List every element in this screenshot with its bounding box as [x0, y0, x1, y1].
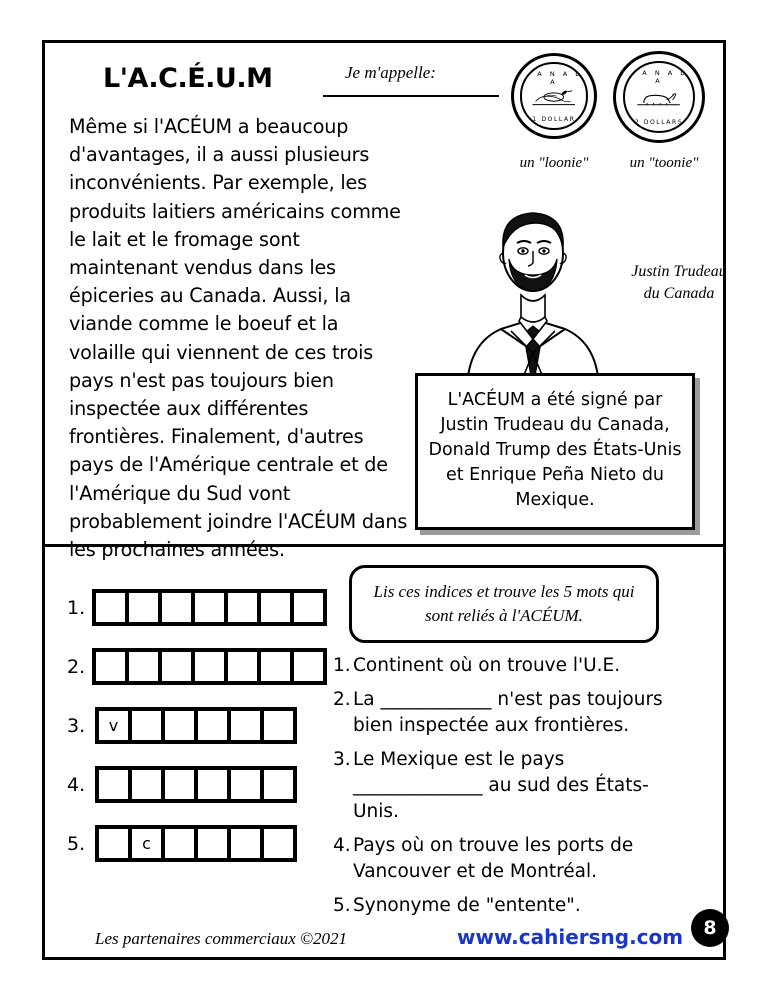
puzzle-row	[67, 648, 327, 685]
loonie-caption: un "loonie"	[519, 155, 589, 171]
puzzle-grid	[67, 589, 327, 884]
justin-trudeau-portrait	[449, 191, 621, 387]
puzzle-cell[interactable]	[99, 770, 132, 799]
list-item	[333, 893, 689, 919]
activity-section	[45, 547, 723, 957]
puzzle-cell[interactable]	[195, 593, 228, 622]
puzzle-row	[67, 589, 327, 626]
puzzle-row-boxes[interactable]	[95, 825, 297, 862]
puzzle-cell[interactable]	[162, 652, 195, 681]
puzzle-row-number: 4.	[67, 773, 86, 796]
puzzle-cell[interactable]	[129, 652, 162, 681]
loonie-coin-top-text: C A N A D A	[524, 70, 584, 87]
clue-number: 2.	[333, 689, 351, 710]
puzzle-cell[interactable]	[96, 593, 129, 622]
clue-text: Synonyme de "entente".	[353, 895, 581, 916]
clue-text: Continent où on trouve l'U.E.	[353, 655, 621, 676]
clues-list	[333, 653, 689, 927]
loonie-coin-inner	[520, 62, 587, 129]
puzzle-cell[interactable]	[129, 593, 162, 622]
puzzle-row-boxes[interactable]	[95, 707, 297, 744]
puzzle-cell[interactable]	[132, 770, 165, 799]
clue-text: La ____________ n'est pas toujours bien inspectée aux frontières.	[353, 689, 663, 736]
page-title: L'A.C.É.U.M	[103, 63, 273, 94]
puzzle-row-boxes[interactable]	[92, 589, 327, 626]
top-section	[45, 43, 727, 562]
puzzle-cell[interactable]	[96, 652, 129, 681]
puzzle-cell[interactable]	[231, 829, 264, 858]
puzzle-cell[interactable]	[231, 770, 264, 799]
puzzle-cell[interactable]	[261, 593, 294, 622]
puzzle-cell[interactable]	[264, 770, 293, 799]
worksheet-page	[42, 40, 726, 960]
puzzle-cell[interactable]	[264, 711, 293, 740]
footer-copyright: Les partenaires commerciaux ©2021	[95, 929, 347, 948]
puzzle-cell[interactable]	[195, 652, 228, 681]
puzzle-row-boxes[interactable]	[92, 648, 327, 685]
puzzle-cell[interactable]	[228, 652, 261, 681]
toonie-coin-bottom-text: 2 DOLLARS	[634, 119, 684, 127]
clue-number: 4.	[333, 835, 351, 856]
toonie-coin-inner	[623, 61, 695, 133]
toonie-caption: un "toonie"	[629, 155, 699, 171]
puzzle-cell[interactable]	[294, 652, 323, 681]
footer-website-link[interactable]: www.cahiersng.com	[457, 925, 684, 949]
toonie-coin	[613, 51, 705, 143]
puzzle-cell[interactable]	[198, 770, 231, 799]
loonie-coin	[511, 53, 597, 139]
polar-bear-icon	[634, 83, 683, 112]
list-item	[333, 833, 689, 885]
clue-number: 5.	[333, 895, 351, 916]
puzzle-row	[67, 825, 327, 862]
puzzle-row-number: 3.	[67, 714, 86, 737]
loonie-coin-bottom-text: 1 DOLLAR	[532, 115, 576, 123]
list-item	[333, 653, 689, 679]
clue-number: 3.	[333, 749, 351, 770]
puzzle-row-boxes[interactable]	[95, 766, 297, 803]
puzzle-cell[interactable]	[198, 711, 231, 740]
puzzle-cell[interactable]	[198, 829, 231, 858]
puzzle-cell[interactable]	[264, 829, 293, 858]
puzzle-cell[interactable]	[228, 593, 261, 622]
puzzle-row	[67, 707, 327, 744]
portrait-caption: Justin Trudeau du Canada	[631, 263, 727, 302]
instruction-box: Lis ces indices et trouve les 5 mots qui sont reliés à l'ACÉUM.	[349, 565, 659, 643]
puzzle-cell[interactable]	[162, 593, 195, 622]
clue-text: Pays où on trouve les ports de Vancouver et de Montréal.	[353, 835, 634, 882]
puzzle-row-number: 5.	[67, 832, 86, 855]
puzzle-cell[interactable]	[165, 829, 198, 858]
loon-bird-icon	[531, 83, 577, 110]
puzzle-cell[interactable]	[132, 711, 165, 740]
list-item	[333, 687, 689, 739]
clue-number: 1.	[333, 655, 351, 676]
puzzle-cell[interactable]	[261, 652, 294, 681]
puzzle-row-number: 2.	[67, 655, 86, 678]
clue-text: Le Mexique est le pays ______________ au sud des États-Unis.	[353, 749, 649, 822]
puzzle-cell[interactable]	[165, 770, 198, 799]
body-paragraph: Même si l'ACÉUM a beaucoup d'avantages, il a aussi plusieurs inconvénients. Par exemple, les produits laitiers américains comme le lait et le fromage sont maintenant vendus dans les épiceries au Canada. Aussi, la viande comme le boeuf et la volaille qui viennent de ces trois pays n'est pas toujours bien inspectée aux différentes frontières. Finalement, d'autres pays de l'Amérique centrale et de l'Amérique du Sud vont probablement joindre l'ACÉUM dans les prochaines années.	[69, 115, 408, 562]
puzzle-cell[interactable]	[294, 593, 323, 622]
signed-info-box: L'ACÉUM a été signé par Justin Trudeau du Canada, Donald Trump des États-Unis et Enrique Peña Nieto du Mexique.	[415, 373, 695, 530]
list-item	[333, 747, 689, 825]
toonie-coin-top-text: C A N A D A	[629, 68, 689, 85]
puzzle-cell[interactable]	[99, 829, 132, 858]
page-number-badge: 8	[691, 909, 729, 947]
puzzle-row	[67, 766, 327, 803]
puzzle-cell[interactable]: c	[132, 829, 165, 858]
name-input-line[interactable]	[323, 95, 499, 97]
puzzle-cell[interactable]	[165, 711, 198, 740]
puzzle-cell[interactable]	[231, 711, 264, 740]
puzzle-cell[interactable]: v	[99, 711, 132, 740]
name-prompt-label: Je m'appelle:	[345, 63, 436, 82]
puzzle-row-number: 1.	[67, 596, 86, 619]
